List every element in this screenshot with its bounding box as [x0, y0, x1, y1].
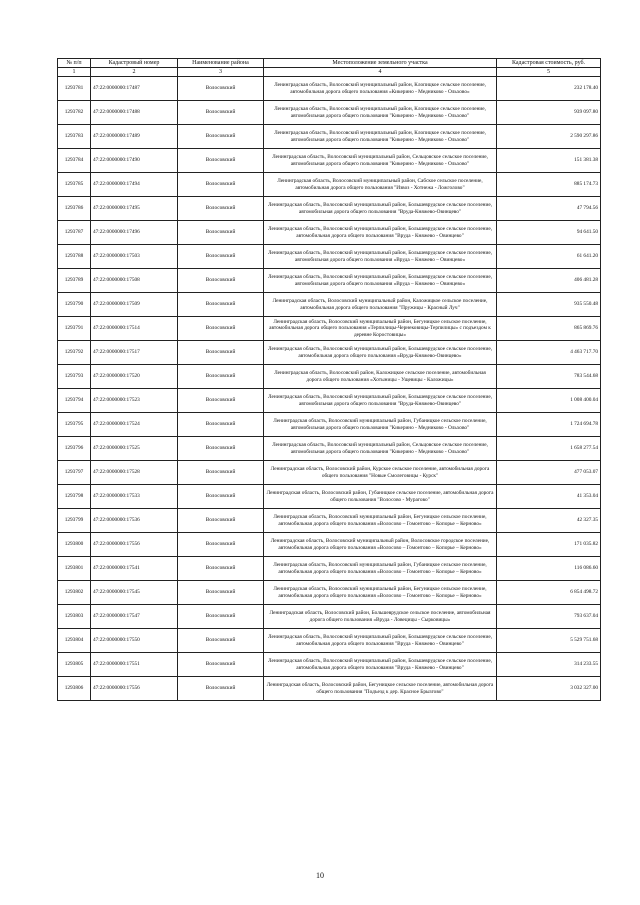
district-cell: Волосовский — [178, 173, 264, 197]
district-cell: Волосовский — [178, 269, 264, 293]
location-cell: Ленинградская область, Волосовский муниципальный район, Бегуницкое сельское поселение, автомобильная дорога общего пользования «Волосово – Гомонтово – Копорье – Керново» — [264, 509, 497, 533]
table-row — [58, 461, 601, 485]
cadastral-value-cell: 151 381.38 — [497, 149, 601, 173]
location-cell: Ленинградская область, Волосовский муниципальный район, Бегуницкое сельское поселение, автомобильная дорога общего пользования «Волосово – Гомонтово – Копорье – Керново» — [264, 581, 497, 605]
district-cell: Волосовский — [178, 605, 264, 629]
cadastral-number-cell: 47:22:0000000:17520 — [91, 365, 178, 389]
location-cell: Ленинградская область, Волосовский муниципальный район, Большеврудское сельское поселение, автомобильная дорога общего пользования «Вруда – Княжево – Овинцево» — [264, 245, 497, 269]
table-row — [58, 485, 601, 509]
col-header-cadastral-value: Кадастровая стоимость, руб. — [497, 59, 601, 68]
table-row — [58, 413, 601, 437]
row-number-cell: 1293801 — [58, 557, 91, 581]
cadastral-value-cell: 1 658 277.54 — [497, 437, 601, 461]
row-number-cell: 1293790 — [58, 293, 91, 317]
cadastral-value-cell: 1 008 400.04 — [497, 389, 601, 413]
table-row — [58, 341, 601, 365]
row-number-cell: 1293783 — [58, 125, 91, 149]
cadastral-value-cell: 865 869.76 — [497, 317, 601, 341]
cadastral-value-cell: 939 097.80 — [497, 101, 601, 125]
cadastral-number-cell: 47:22:0000000:17547 — [91, 605, 178, 629]
location-cell: Ленинградская область, Волосовский муниципальный район, Сабское сельское поселение, автомобильная дорога общего пользования "Извоз - Хотнежа - Ложголово" — [264, 173, 497, 197]
cadastral-number-cell: 47:22:0000000:17528 — [91, 461, 178, 485]
location-cell: Ленинградская область, Волосовский муниципальный район, Губаницкое сельское поселение, автомобильная дорога общего пользования "Кикерино - Медниково - Ольхово" — [264, 413, 497, 437]
district-cell: Волосовский — [178, 437, 264, 461]
cadastral-number-cell: 47:22:0000000:17525 — [91, 437, 178, 461]
cadastral-number-cell: 47:22:0000000:17490 — [91, 149, 178, 173]
district-cell: Волосовский — [178, 341, 264, 365]
cadastral-number-cell: 47:22:0000000:17503 — [91, 245, 178, 269]
table-row — [58, 653, 601, 677]
table-body — [58, 77, 601, 701]
cadastral-number-cell: 47:22:0000000:17509 — [91, 293, 178, 317]
location-cell: Ленинградская область, Волосовский муниципальный район, Клопицкое сельское поселение, автомобильная дорога общего пользования "Кикерино - Медниково - Ольхово" — [264, 101, 497, 125]
cadastral-number-cell: 47:22:0000000:17556 — [91, 677, 178, 701]
cadastral-value-cell: 2 590 297.86 — [497, 125, 601, 149]
location-cell: Ленинградская область, Волосовский муниципальный район, Большеврудское сельское поселение, автомобильная дорога общего пользования "Вруда - Княжево - Овинцево" — [264, 629, 497, 653]
table-row — [58, 125, 601, 149]
cadastral-number-cell: 47:22:0000000:17494 — [91, 173, 178, 197]
district-cell: Волосовский — [178, 533, 264, 557]
cadastral-value-cell: 171 035.82 — [497, 533, 601, 557]
row-number-cell: 1293798 — [58, 485, 91, 509]
location-cell: Ленинградская область, Волосовский район, Большеврудское сельское поселение, автомобильная дорога общего пользования «Вруда - Ловецицы - Сырковицы» — [264, 605, 497, 629]
cadastral-number-cell: 47:22:0000000:17496 — [91, 221, 178, 245]
row-number-cell: 1293785 — [58, 173, 91, 197]
cadastral-value-cell: 47 794.56 — [497, 197, 601, 221]
table-row — [58, 533, 601, 557]
column-number-row — [58, 68, 601, 77]
table-row — [58, 245, 601, 269]
district-cell: Волосовский — [178, 461, 264, 485]
row-number-cell: 1293788 — [58, 245, 91, 269]
cadastral-value-cell: 477 053.07 — [497, 461, 601, 485]
district-cell: Волосовский — [178, 221, 264, 245]
page-number: 10 — [316, 871, 324, 880]
location-cell: Ленинградская область, Волосовский муниципальный район, Губаницкое сельское поселение, автомобильная дорога общего пользования «Волосово – Гомонтово – Копорье – Керново» — [264, 557, 497, 581]
cadastral-number-cell: 47:22:0000000:17489 — [91, 125, 178, 149]
row-number-cell: 1293789 — [58, 269, 91, 293]
row-number-cell: 1293793 — [58, 365, 91, 389]
registry-sheet — [57, 58, 600, 701]
header-row — [58, 59, 601, 68]
row-number-cell: 1293787 — [58, 221, 91, 245]
cadastral-value-cell: 6 854 498.72 — [497, 581, 601, 605]
table-row — [58, 197, 601, 221]
table-row — [58, 389, 601, 413]
district-cell: Волосовский — [178, 125, 264, 149]
row-number-cell: 1293795 — [58, 413, 91, 437]
cadastral-number-cell: 47:22:0000000:17517 — [91, 341, 178, 365]
district-cell: Волосовский — [178, 245, 264, 269]
table-row — [58, 557, 601, 581]
cadastral-number-cell: 47:22:0000000:17545 — [91, 581, 178, 605]
col-header-location: Местоположение земельного участка — [264, 59, 497, 68]
row-number-cell: 1293799 — [58, 509, 91, 533]
cadastral-value-cell: 4 463 717.70 — [497, 341, 601, 365]
cadastral-number-cell: 47:22:0000000:17495 — [91, 197, 178, 221]
table-row — [58, 221, 601, 245]
location-cell: Ленинградская область, Волосовский муниципальный район, Каложицкое сельское поселение, автомобильная дорога общего пользования "Пружицы - Красный Луч" — [264, 293, 497, 317]
table-row — [58, 677, 601, 701]
location-cell: Ленинградская область, Волосовский район, Губаницкое сельское поселение, автомобильная дорога общего пользования "Волосово - Мурагово" — [264, 485, 497, 509]
row-number-cell: 1293803 — [58, 605, 91, 629]
district-cell: Волосовский — [178, 557, 264, 581]
district-cell: Волосовский — [178, 365, 264, 389]
row-number-cell: 1293796 — [58, 437, 91, 461]
cadastral-number-cell: 47:22:0000000:17488 — [91, 101, 178, 125]
district-cell: Волосовский — [178, 317, 264, 341]
cadastral-value-cell: 783 544.68 — [497, 365, 601, 389]
col-number: 4 — [264, 68, 497, 77]
row-number-cell: 1293781 — [58, 77, 91, 101]
row-number-cell: 1293804 — [58, 629, 91, 653]
location-cell: Ленинградская область, Волосовский муниципальный район, Волосовское городское поселение, автомобильная дорога общего пользования «Волосово – Гомонтово – Копорье – Керново» — [264, 533, 497, 557]
location-cell: Ленинградская область, Волосовский муниципальный район, Большеврудское сельское поселение, автомобильная дорога общего пользования "Вруда-Княжево-Овинцево" — [264, 389, 497, 413]
table-row — [58, 629, 601, 653]
district-cell: Волосовский — [178, 149, 264, 173]
location-cell: Ленинградская область, Волосовский муниципальный район, Большеврудское сельское поселение, автомобильная дорога общего пользования "Вруда - Княжево - Овинцево" — [264, 221, 497, 245]
location-cell: Ленинградская область, Волосовский муниципальный район, Сельцовское сельское поселение, автомобильная дорога общего пользования "Кикерино - Медниково - Ольхово" — [264, 437, 497, 461]
district-cell: Волосовский — [178, 653, 264, 677]
location-cell: Ленинградская область, Волосовский муниципальный район, Большеврудское сельское поселение, автомобильная дорога общего пользования «Вруда-Княжево-Овинцево» — [264, 341, 497, 365]
district-cell: Волосовский — [178, 413, 264, 437]
table-row — [58, 605, 601, 629]
row-number-cell: 1293794 — [58, 389, 91, 413]
row-number-cell: 1293800 — [58, 533, 91, 557]
district-cell: Волосовский — [178, 581, 264, 605]
col-number: 5 — [497, 68, 601, 77]
col-number: 1 — [58, 68, 91, 77]
cadastral-value-cell: 935 550.48 — [497, 293, 601, 317]
district-cell: Волосовский — [178, 77, 264, 101]
cadastral-number-cell: 47:22:0000000:17551 — [91, 653, 178, 677]
row-number-cell: 1293782 — [58, 101, 91, 125]
col-number: 3 — [178, 68, 264, 77]
table-row — [58, 293, 601, 317]
location-cell: Ленинградская область, Волосовский муниципальный район, Большеврудское сельское поселение, автомобильная дорога общего пользования «Вруда – Княжево – Овинцево» — [264, 269, 497, 293]
cadastral-number-cell: 47:22:0000000:17508 — [91, 269, 178, 293]
cadastral-number-cell: 47:22:0000000:17523 — [91, 389, 178, 413]
col-header-cadastral-number: Кадастровый номер — [91, 59, 178, 68]
cadastral-value-cell: 3 032 327.00 — [497, 677, 601, 701]
cadastral-number-cell: 47:22:0000000:17541 — [91, 557, 178, 581]
location-cell: Ленинградская область, Волосовский муниципальный район, Сельцовское сельское поселение, автомобильная дорога общего пользования "Кикерино - Медниково - Ольхово" — [264, 149, 497, 173]
col-number: 2 — [91, 68, 178, 77]
location-cell: Ленинградская область, Волосовский муниципальный район, Клопицкое сельское поселение, автомобильная дорога общего пользования "Кикерино - Медниково - Ольхово" — [264, 125, 497, 149]
district-cell: Волосовский — [178, 485, 264, 509]
cadastral-number-cell: 47:22:0000000:17556 — [91, 533, 178, 557]
cadastral-value-cell: 42 327.35 — [497, 509, 601, 533]
district-cell: Волосовский — [178, 101, 264, 125]
cadastral-value-cell: 116 086.60 — [497, 557, 601, 581]
location-cell: Ленинградская область, Волосовский муниципальный район, Большеврудское сельское поселение, автомобильная дорога общего пользования "Вруда - Княжево - Овинцево" — [264, 653, 497, 677]
row-number-cell: 1293784 — [58, 149, 91, 173]
table-row — [58, 581, 601, 605]
col-header-district: Наименование района — [178, 59, 264, 68]
cadastral-value-cell: 94 641.50 — [497, 221, 601, 245]
cadastral-number-cell: 47:22:0000000:17550 — [91, 629, 178, 653]
cadastral-number-cell: 47:22:0000000:17533 — [91, 485, 178, 509]
table-row — [58, 173, 601, 197]
row-number-cell: 1293802 — [58, 581, 91, 605]
district-cell: Волосовский — [178, 389, 264, 413]
row-number-cell: 1293806 — [58, 677, 91, 701]
location-cell: Ленинградская область, Волосовский район, Бегуницкое сельское поселение, автомобильная дорога общего пользования "Подъезд к дер. Красное Брызгово" — [264, 677, 497, 701]
district-cell: Волосовский — [178, 509, 264, 533]
cadastral-number-cell: 47:22:0000000:17487 — [91, 77, 178, 101]
cadastral-value-cell: 314 233.55 — [497, 653, 601, 677]
district-cell: Волосовский — [178, 629, 264, 653]
cadastral-value-cell: 1 724 694.78 — [497, 413, 601, 437]
table-row — [58, 437, 601, 461]
cadastral-value-cell: 232 178.40 — [497, 77, 601, 101]
row-number-cell: 1293805 — [58, 653, 91, 677]
cadastral-number-cell: 47:22:0000000:17524 — [91, 413, 178, 437]
cadastral-number-cell: 47:22:0000000:17536 — [91, 509, 178, 533]
table-row — [58, 365, 601, 389]
cadastral-value-cell: 885 174.73 — [497, 173, 601, 197]
row-number-cell: 1293791 — [58, 317, 91, 341]
row-number-cell: 1293786 — [58, 197, 91, 221]
table-row — [58, 77, 601, 101]
location-cell: Ленинградская область, Волосовский район, Каложицкое сельское поселение, автомобильная дорога общего пользования «Хотыницы - Ущевицы - Каложицы» — [264, 365, 497, 389]
cadastral-number-cell: 47:22:0000000:17514 — [91, 317, 178, 341]
table-row — [58, 101, 601, 125]
location-cell: Ленинградская область, Волосовский муниципальный район, Клопицкое сельское поселение, автомобильная дорога общего пользования «Кикерино - Медниково - Ольхово» — [264, 77, 497, 101]
district-cell: Волосовский — [178, 677, 264, 701]
table-row — [58, 149, 601, 173]
row-number-cell: 1293792 — [58, 341, 91, 365]
table-row — [58, 509, 601, 533]
table-row — [58, 269, 601, 293]
row-number-cell: 1293797 — [58, 461, 91, 485]
location-cell: Ленинградская область, Волосовский муниципальный район, Бегуницкое сельское поселение, автомобильная дорога общего пользования «Терпилицы-Чернековицы-Терпилицы» с подъездом к деревне Коростовицы» — [264, 317, 497, 341]
col-header-number: № п/п — [58, 59, 91, 68]
cadastral-value-cell: 61 641.20 — [497, 245, 601, 269]
cadastral-value-cell: 41 353.04 — [497, 485, 601, 509]
cadastral-value-cell: 5 529 751.68 — [497, 629, 601, 653]
location-cell: Ленинградская область, Волосовский муниципальный район, Большеврудское сельское поселение, автомобильная дорога общего пользования "Вруда-Княжево-Овинцево" — [264, 197, 497, 221]
cadastral-value-cell: 406 481.28 — [497, 269, 601, 293]
district-cell: Волосовский — [178, 293, 264, 317]
cadastral-value-cell: 793 637.04 — [497, 605, 601, 629]
district-cell: Волосовский — [178, 197, 264, 221]
location-cell: Ленинградская область, Волосовский район, Курское сельское поселение, автомобильная дорога общего пользования "Новые Смолеговицы - Курск" — [264, 461, 497, 485]
cadastral-table — [57, 58, 601, 701]
table-row — [58, 317, 601, 341]
